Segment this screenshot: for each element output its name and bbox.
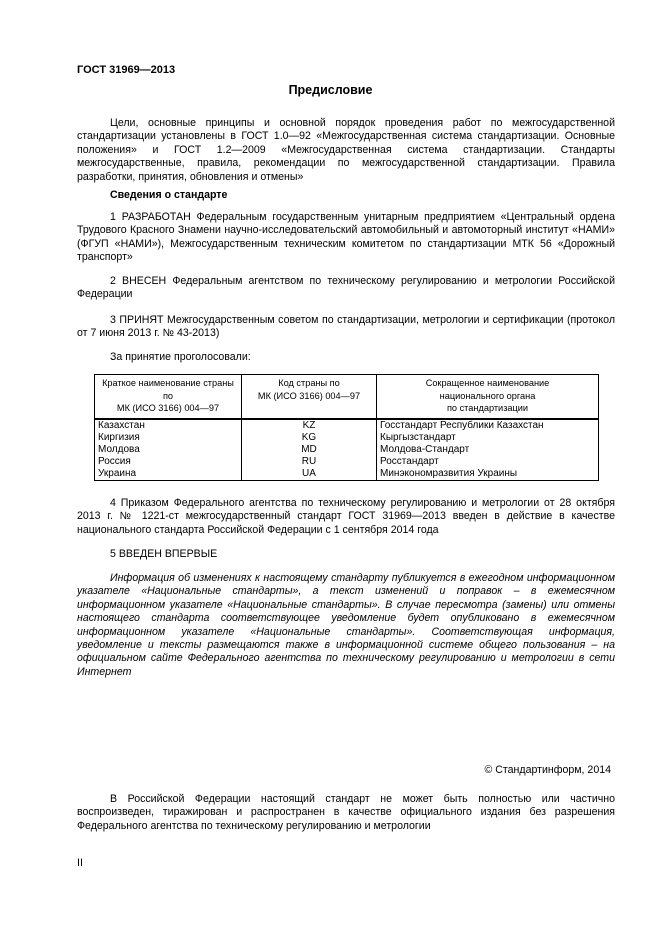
item-order: 4 Приказом Федерального агентства по техническому регулированию и метрологии от 28 октября 2013 г. № 1221-ст межгосударственный стандарт ГОСТ 31969—2013 введен в действие в качестве национального стандарта Российской Федерации с 1 сентября 2014 года [77, 497, 615, 536]
item-introduced-by: 2 ВНЕСЕН Федеральным агентством по техническому регулированию и метрологии Российской Федерации [77, 275, 615, 301]
copyright: © Стандартинформ, 2014 [484, 764, 611, 776]
cell-national-body: Молдова-Стандарт [377, 444, 599, 456]
item-first-time: 5 ВВЕДЕН ВПЕРВЫЕ [110, 548, 218, 560]
cell-national-body: Кыргызстандарт [377, 432, 599, 444]
cell-national-body: Минэкономразвития Украины [377, 468, 599, 481]
reproduction-notice: В Российской Федерации настоящий стандарт не может быть полностью или частично воспроизведен, тиражирован и распространен в качестве официального издания без разрешения Федерального агентства по техническому регулированию и метрологии [77, 793, 615, 832]
header-code: Код страны по МК (ИСО 3166) 004—97 [242, 375, 377, 419]
cell-code: UA [242, 468, 377, 481]
table-row [95, 432, 599, 444]
item-adopted: 3 ПРИНЯТ Межгосударственным советом по стандартизации, метрологии и сертификации (протокол от 7 июня 2013 г. № 43-2013) [77, 314, 615, 340]
cell-national-body: Росстандарт [377, 456, 599, 468]
header-country: Краткое наименование страны по МК (ИСО 3166) 004—97 [95, 375, 242, 419]
page-title: Предисловие [288, 83, 373, 97]
voted-label: За принятие проголосовали: [110, 351, 251, 363]
cell-code: KG [242, 432, 377, 444]
cell-code: RU [242, 456, 377, 468]
item-developed: 1 РАЗРАБОТАН Федеральным государственным унитарным предприятием «Центральный ордена Трудового Красного Знамени научно-исследовательский автомобильный и автомоторный институт «НАМИ» (ФГУП «НАМИ»), Межгосударственным техническим комитетом по стандартизации МТК 56 «Дорожный транспорт» [77, 211, 615, 264]
section-heading: Сведения о стандарте [110, 189, 228, 201]
table-row [95, 468, 599, 481]
cell-national-body: Госстандарт Республики Казахстан [377, 419, 599, 432]
page-number: II [77, 857, 83, 869]
table-row [95, 456, 599, 468]
cell-country: Молдова [95, 444, 242, 456]
cell-country: Украина [95, 468, 242, 481]
cell-code: KZ [242, 419, 377, 432]
header-national-body: Сокращенное наименование национального органа по стандартизации [377, 375, 599, 419]
cell-country: Россия [95, 456, 242, 468]
intro-paragraph: Цели, основные принципы и основной порядок проведения работ по межгосударственной стандартизации установлены в ГОСТ 1.0—92 «Межгосударственная система стандартизации. Основные положения» и ГОСТ 1.2—2009 «Межгосударственная система стандартизации. Стандарты межгосударственные, правила, рекомендации по межгосударственной стандартизации. Правила разработки, принятия, обновления и отмены» [77, 117, 615, 183]
vote-table [94, 374, 599, 481]
table-row [95, 444, 599, 456]
document-code: ГОСТ 31969—2013 [77, 64, 176, 76]
cell-code: MD [242, 444, 377, 456]
cell-country: Казахстан [95, 419, 242, 432]
cell-country: Киргизия [95, 432, 242, 444]
vote-table-header [95, 375, 599, 419]
table-row [95, 419, 599, 432]
info-notice: Информация об изменениях к настоящему стандарту публикуется в ежегодном информационном указателе «Национальные стандарты», а текст изменений и поправок – в ежемесячном информационном указателе «Национальные стандарты». В случае пересмотра (замены) или отмены настоящего стандарта соответствующее уведомление будет опубликовано в ежемесячном информационном указателе «Национальные стандарты». Соответствующая информация, уведомление и тексты размещаются также в информационной системе общего пользования – на официальном сайте Федерального агентства по техническому регулированию и метрологии в сети Интернет [77, 572, 615, 678]
